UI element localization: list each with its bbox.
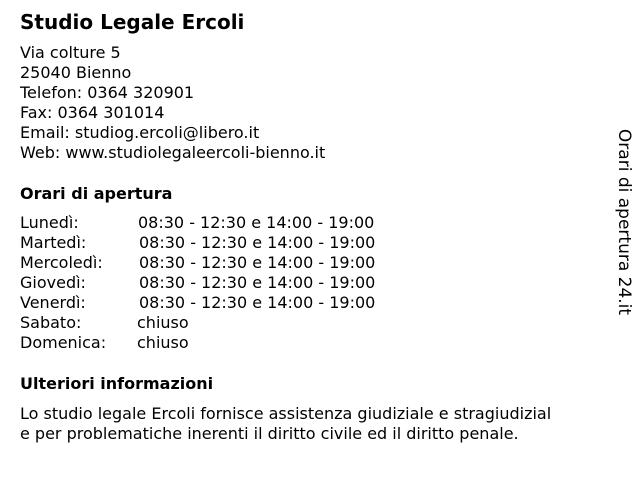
further-info-line: e per problematiche inerenti il diritto civile ed il diritto penale.	[20, 424, 519, 443]
day-hours: chiuso	[137, 333, 189, 352]
phone-number: Telefon: 0364 320901	[20, 83, 195, 102]
site-watermark: Orari di apertura 24.it	[614, 128, 634, 316]
day-hours: 08:30 - 12:30 e 14:00 - 19:00	[139, 293, 376, 312]
day-hours: chiuso	[137, 313, 189, 332]
hours-row-tuesday	[20, 233, 440, 253]
city-postcode: 25040 Bienno	[20, 63, 132, 82]
hours-row-thursday	[20, 273, 440, 293]
day-label: Venerdì:	[20, 293, 86, 312]
opening-hours-heading: Orari di apertura	[20, 184, 173, 203]
opening-hours-table	[20, 213, 440, 353]
day-hours: 08:30 - 12:30 e 14:00 - 19:00	[139, 233, 376, 252]
day-label: Giovedì:	[20, 273, 86, 292]
day-label: Lunedì:	[20, 213, 79, 232]
fax-number: Fax: 0364 301014	[20, 103, 165, 122]
day-hours: 08:30 - 12:30 e 14:00 - 19:00	[139, 253, 376, 272]
further-info-line: Lo studio legale Ercoli fornisce assistenza giudiziale e stragiudizial	[20, 404, 552, 423]
hours-row-sunday	[20, 333, 440, 353]
website: Web: www.studiolegaleercoli-bienno.it	[20, 143, 326, 162]
further-info-heading: Ulteriori informazioni	[20, 374, 214, 393]
hours-row-monday	[20, 213, 440, 233]
hours-row-friday	[20, 293, 440, 313]
day-hours: 08:30 - 12:30 e 14:00 - 19:00	[138, 213, 375, 232]
hours-row-wednesday	[20, 253, 440, 273]
day-label: Mercoledì:	[20, 253, 103, 272]
further-info-text	[20, 404, 610, 444]
day-hours: 08:30 - 12:30 e 14:00 - 19:00	[139, 273, 376, 292]
day-label: Domenica:	[20, 333, 107, 352]
street-address: Via colture 5	[20, 43, 121, 62]
contact-block	[20, 43, 325, 163]
hours-row-saturday	[20, 313, 440, 333]
day-label: Sabato:	[20, 313, 82, 332]
business-name: Studio Legale Ercoli	[20, 10, 245, 34]
day-label: Martedì:	[20, 233, 87, 252]
email-address: Email: studiog.ercoli@libero.it	[20, 123, 260, 142]
